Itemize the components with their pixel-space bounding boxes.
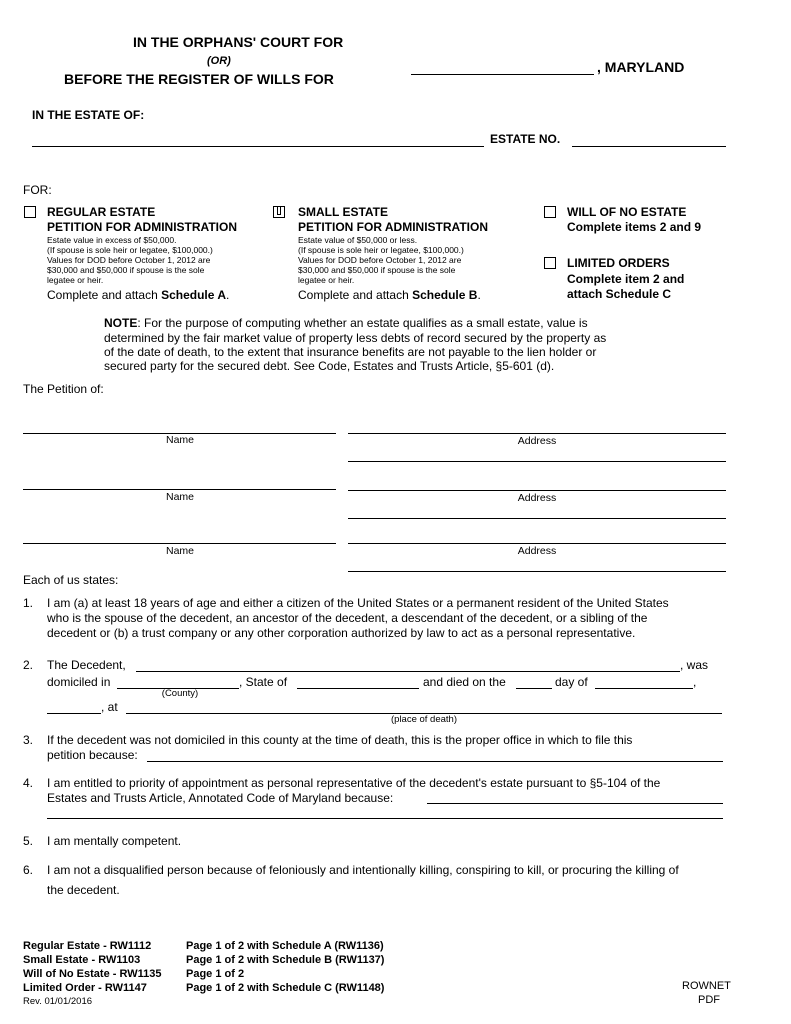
estate-name-field[interactable] bbox=[32, 134, 484, 147]
item-6-line-2: the decedent. bbox=[47, 883, 120, 897]
court-heading: IN THE ORPHANS' COURT FOR bbox=[133, 34, 344, 50]
item-6-line-1: I am not a disqualified person because of feloniously and intentionally killing, conspiring to kill, or procuring the killing of bbox=[47, 863, 679, 877]
item-6-num: 6. bbox=[23, 863, 34, 877]
item-3-line-2: petition because: bbox=[47, 748, 138, 762]
item-3-num: 3. bbox=[23, 733, 34, 747]
regular-attach bbox=[47, 288, 229, 302]
small-subtitle: PETITION FOR ADMINISTRATION bbox=[298, 220, 488, 234]
item-4-line-2: Estates and Trusts Article, Annotated Code of Maryland because: bbox=[47, 791, 394, 805]
for-label: FOR: bbox=[23, 183, 52, 197]
limited-subtitle: Complete item 2 and bbox=[567, 272, 685, 286]
footer-rev: Rev. 01/01/2016 bbox=[23, 996, 93, 1007]
petitioner-2-address-label: Address bbox=[517, 492, 557, 504]
footer-pages-2: Page 1 of 2 with Schedule B (RW1137) bbox=[186, 954, 385, 966]
item-5-text: I am mentally competent. bbox=[47, 834, 182, 848]
small-note-3: Values for DOD before October 1, 2012 are bbox=[298, 255, 462, 265]
footer-pages-4: Page 1 of 2 with Schedule C (RW1148) bbox=[186, 982, 385, 994]
item-2-decedent-label: The Decedent, bbox=[47, 658, 126, 672]
item-2-state-label: , State of bbox=[239, 675, 288, 689]
petitioner-2-name-field[interactable] bbox=[23, 489, 336, 490]
priority-reason-field[interactable] bbox=[427, 803, 723, 804]
regular-attach-end: . bbox=[225, 288, 230, 302]
regular-note-3: Values for DOD before October 1, 2012 are bbox=[47, 255, 211, 265]
small-attach-end: . bbox=[477, 288, 481, 302]
county-caption: (County) bbox=[161, 688, 199, 699]
footer-pdf: PDF bbox=[698, 994, 720, 1006]
petitioner-1-name-label: Name bbox=[165, 434, 194, 446]
limited-orders-checkbox[interactable] bbox=[544, 257, 556, 269]
petition-of-label: The Petition of: bbox=[23, 382, 104, 396]
limited-subtitle-2: attach Schedule C bbox=[567, 287, 672, 301]
footer-rownet: ROWNET bbox=[682, 980, 731, 992]
footer-form-2: Small Estate - RW1103 bbox=[23, 954, 141, 966]
each-states-label: Each of us states: bbox=[23, 573, 119, 587]
register-heading: BEFORE THE REGISTER OF WILLS FOR bbox=[64, 71, 334, 87]
will-title: WILL OF NO ESTATE bbox=[567, 205, 687, 219]
will-of-no-estate-checkbox[interactable] bbox=[544, 206, 556, 218]
note-label: NOTE bbox=[104, 316, 138, 330]
maryland-label: , MARYLAND bbox=[597, 59, 685, 75]
small-note-1: Estate value of $50,000 or less. bbox=[298, 235, 418, 245]
item-1-line-2: who is the spouse of the decedent, an ancestor of the decedent, a descendant of the decedent, or a sibling of the bbox=[47, 611, 648, 625]
petitioner-1-address-field[interactable] bbox=[348, 433, 726, 434]
petitioner-2-address-line-2[interactable] bbox=[348, 518, 726, 519]
note-line-2: determined by the fair market value of property less debts of record secured by the property as bbox=[104, 331, 607, 345]
regular-title: REGULAR ESTATE bbox=[47, 205, 156, 219]
item-4-num: 4. bbox=[23, 776, 34, 790]
domicile-state-field[interactable] bbox=[297, 688, 419, 689]
item-2-at-label: , at bbox=[101, 700, 118, 714]
small-note-5: legatee or heir. bbox=[298, 275, 355, 285]
note-text-1: : For the purpose of computing whether an estate qualifies as a small estate, value is bbox=[137, 316, 588, 330]
item-2-died-label: and died on the bbox=[423, 675, 506, 689]
estate-no-field[interactable] bbox=[572, 134, 726, 147]
small-attach-text: Complete and attach bbox=[298, 288, 413, 302]
footer-form-1: Regular Estate - RW1112 bbox=[23, 940, 152, 952]
death-year-field[interactable] bbox=[47, 713, 101, 714]
petitioner-2-address-field[interactable] bbox=[348, 490, 726, 491]
small-attach bbox=[298, 288, 481, 302]
estate-of-label: IN THE ESTATE OF: bbox=[32, 108, 145, 122]
petitioner-3-address-field[interactable] bbox=[348, 543, 726, 544]
regular-note-5: legatee or heir. bbox=[47, 275, 104, 285]
small-title: SMALL ESTATE bbox=[298, 205, 388, 219]
note-line-4: secured party for the secured debt. See Code, Estates and Trusts Article, §5-601 (d). bbox=[104, 359, 555, 373]
petitioner-2-name-label: Name bbox=[165, 491, 194, 503]
regular-attach-text: Complete and attach bbox=[47, 288, 162, 302]
note-line-3: of the date of death, to the extent that insurance benefits are not payable to the lien holder or bbox=[104, 345, 597, 359]
small-attach-schedule: Schedule B bbox=[412, 288, 478, 302]
item-4-line-1: I am entitled to priority of appointment as personal representative of the decedent's estate pursuant to §5-104 of the bbox=[47, 776, 661, 790]
regular-subtitle: PETITION FOR ADMINISTRATION bbox=[47, 220, 237, 234]
item-5-num: 5. bbox=[23, 834, 34, 848]
decedent-name-field[interactable] bbox=[136, 671, 680, 672]
small-note-2: (If spouse is sole heir or legatee, $100,000.) bbox=[298, 245, 464, 255]
regular-note-2: (If spouse is sole heir or legatee, $100,000.) bbox=[47, 245, 213, 255]
priority-reason-field-line-2[interactable] bbox=[47, 818, 723, 819]
item-1-num: 1. bbox=[23, 596, 34, 610]
will-subtitle: Complete items 2 and 9 bbox=[567, 220, 702, 234]
item-2-domiciled-label: domiciled in bbox=[47, 675, 111, 689]
cursor-marker-icon bbox=[277, 207, 281, 215]
estate-no-label: ESTATE NO. bbox=[490, 132, 561, 146]
petitioner-3-name-field[interactable] bbox=[23, 543, 336, 544]
petitioner-1-address-label: Address bbox=[517, 435, 557, 447]
small-estate-checkbox[interactable] bbox=[273, 206, 285, 218]
regular-attach-schedule: Schedule A bbox=[161, 288, 226, 302]
item-2-day-label: day of bbox=[555, 675, 588, 689]
small-note-4: $30,000 and $50,000 if spouse is the sole bbox=[298, 265, 456, 275]
county-field[interactable] bbox=[411, 62, 594, 75]
regular-note-1: Estate value in excess of $50,000. bbox=[47, 235, 177, 245]
petitioner-3-address-label: Address bbox=[517, 545, 557, 557]
petitioner-3-address-line-2[interactable] bbox=[348, 571, 726, 572]
item-2-num: 2. bbox=[23, 658, 34, 672]
regular-note-4: $30,000 and $50,000 if spouse is the sole bbox=[47, 265, 205, 275]
footer-pages-1: Page 1 of 2 with Schedule A (RW1136) bbox=[186, 940, 384, 952]
item-3-line-1: If the decedent was not domiciled in this county at the time of death, this is the proper office in which to file this bbox=[47, 733, 633, 747]
footer-form-4: Limited Order - RW1147 bbox=[23, 982, 147, 994]
note-line-1 bbox=[104, 316, 588, 331]
item-2-comma: , bbox=[693, 675, 697, 689]
death-day-field[interactable] bbox=[516, 688, 552, 689]
or-label: (OR) bbox=[207, 55, 231, 67]
petitioner-3-name-label: Name bbox=[165, 545, 194, 557]
footer-form-3: Will of No Estate - RW1135 bbox=[23, 968, 162, 980]
item-1-line-1: I am (a) at least 18 years of age and either a citizen of the United States or a permanent resident of the United States bbox=[47, 596, 669, 610]
proper-office-reason-field[interactable] bbox=[147, 761, 723, 762]
petitioner-1-address-line-2[interactable] bbox=[348, 461, 726, 462]
item-1-line-3: decedent or (b) a trust company or any other corporation authorized by law to act as a personal representative. bbox=[47, 626, 636, 640]
death-month-field[interactable] bbox=[595, 688, 693, 689]
limited-title: LIMITED ORDERS bbox=[567, 256, 670, 270]
item-2-was: , was bbox=[680, 658, 709, 672]
place-caption: (place of death) bbox=[390, 714, 457, 725]
regular-estate-checkbox[interactable] bbox=[24, 206, 36, 218]
footer-pages-3: Page 1 of 2 bbox=[186, 968, 245, 980]
